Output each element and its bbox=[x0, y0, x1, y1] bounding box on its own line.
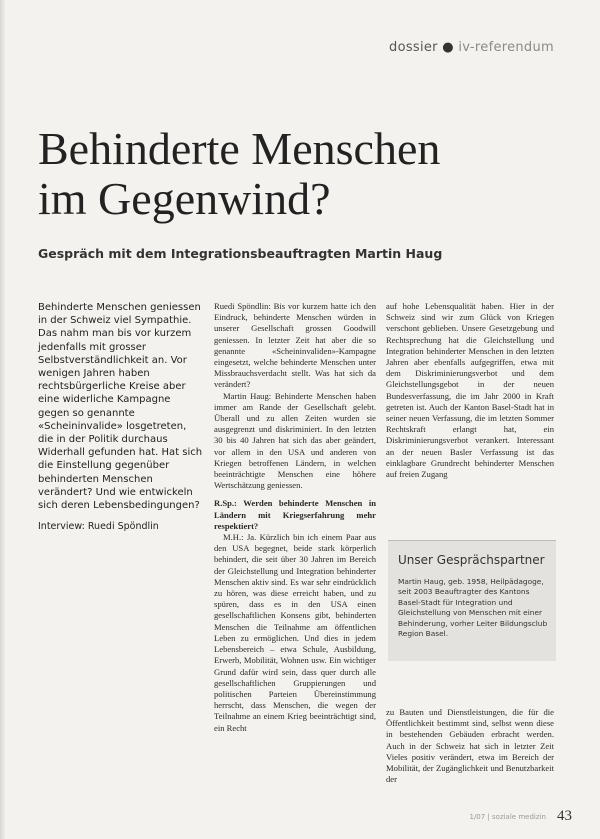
byline: Interview: Ruedi Spöndlin bbox=[38, 521, 159, 532]
magazine-name: 1/07 | soziale medizin bbox=[469, 812, 546, 821]
lead-paragraph: Behinderte Menschen geniessen in der Schweiz viel Sympathie. Das nahm man bis vor kurzem jedenfalls mit grosser Selbstverständlichkeit an. Vor wenigen Jahren haben rechtsbürgerliche Kreise aber eine widerliche Kampagne gegen so genannte «Scheininvalide» losgetreten, die in der Politik durchaus Widerhall gefunden hat. Hat sich die Einstellung gegenüber behinderten Menschen verändert? Und wie entwickeln sich deren Lebensbedingungen? bbox=[38, 302, 203, 512]
title-line-2: im Gegenwind? bbox=[38, 173, 331, 224]
interview-partner-box bbox=[388, 540, 556, 661]
answer-1: Martin Haug: Behinderte Menschen haben immer am Rande der Gesellschaft gelebt. Überall und zu allen Zeiten wurden sie ausgegrenzt und diskriminiert. In den letzten 30 bis 40 Jahren hat sich das aber geändert, vor allem in den USA und anderen von Kriegen betroffenen Ländern, in welchen beeinträchtigte Menschen eine höhere Wertschätzung geniessen. bbox=[214, 390, 376, 491]
topic-label: iv-referendum bbox=[458, 40, 554, 55]
text-column-3 bbox=[386, 301, 554, 480]
box-title: Unser Gesprächspartner bbox=[398, 553, 545, 567]
question-1: Ruedi Spöndlin: Bis vor kurzem hatte ich den Eindruck, behinderte Menschen würden in unserer Gesellschaft grossen Goodwill geniessen. In letzter Zeit hat aber die so genannte «Scheininvaliden»-Kampagne eingesetzt, welche behinderte Menschen unter Missbrauchsverdacht stellt. Was hat sich da verändert? bbox=[214, 301, 376, 390]
answer-2: M.H.: Ja. Kürzlich bin ich einem Paar aus den USA begegnet, beide stark körperlich behindert, die seit über 30 Jahren im Bereich der Gleichstellung und Integration behinderter Menschen aktiv sind. Es war sehr eindrücklich zu hören, was diese erreicht haben, und zu spüren, dass es in den USA einen gesellschaftlichen Konsens gibt, behinderten Menschen die Teilnahme am öffentlichen Leben zu ermöglichen. Und dies in jedem Lebensbereich – etwa Schule, Ausbildung, Erwerb, Mobilität, Wohnen usw. Ein wichtiger Grund dafür wird sein, dass quer durch alle gesellschaftlichen Gruppierungen und politischen Parteien Übereinstimmung herrscht, dass Menschen, die wegen der Teilnahme an einem Krieg beeinträchtigt sind, ein Recht bbox=[214, 532, 376, 733]
box-text: Martin Haug, geb. 1958, Heilpädagoge, seit 2003 Beauftragter des Kantons Basel-Stadt für Integration und Gleichstellung von Menschen mit einer Behinderung, vorher Leiter Bildungsclub Region Basel. bbox=[398, 577, 548, 639]
page-spine-shadow bbox=[0, 0, 6, 839]
section-label: dossier bbox=[389, 40, 438, 55]
separator-dot: ● bbox=[442, 40, 454, 55]
answer-2-continued-2: zu Bauten und Dienstleistungen, die für die Öffentlichkeit bestimmt sind, selbst wenn diese in bestehenden Gebäuden erbracht werden. Auch in der Schweiz hat sich in letzter Zeit Vieles positiv verändert, etwa im Bereich der Mobilität, der Zugänglichkeit und Benutzbarkeit der bbox=[386, 707, 554, 785]
question-2: R.Sp.: Werden behinderte Menschen in Ländern mit Kriegserfahrung mehr respektiert? bbox=[214, 498, 376, 531]
section-kicker bbox=[389, 40, 554, 55]
article-subtitle: Gespräch mit dem Integrationsbeauftragten Martin Haug bbox=[38, 246, 443, 261]
page-footer bbox=[469, 806, 572, 825]
text-column-3-bottom bbox=[386, 707, 554, 785]
page-number: 43 bbox=[557, 808, 572, 824]
title-line-1: Behinderte Menschen bbox=[38, 123, 441, 174]
article-title bbox=[38, 124, 558, 224]
text-column-2 bbox=[214, 301, 376, 734]
answer-2-continued: auf hohe Lebensqualität haben. Hier in der Schweiz sind wir zum Glück von Kriegen verschont geblieben. Unsere Gesetzgebung und Rechtsprechung hat die Gleichstellung und Integration behinderter Menschen in den letzten Jahren aber ebenfalls aufgegriffen, etwa mit dem Diskriminierungsverbot und dem Gleichstellungsgebot in der neuen Bundesverfassung, die im Jahr 2000 in Kraft getreten ist. Auch der Kanton Basel-Stadt hat in seiner neuen Verfassung, die im letzten Sommer Rechtskraft erlangt hat, ein Diskriminierungsverbot verankert. Interessant an der neuen Basler Verfassung ist das einklagbare Grundrecht behinderter Menschen auf freien Zugang bbox=[386, 301, 554, 480]
